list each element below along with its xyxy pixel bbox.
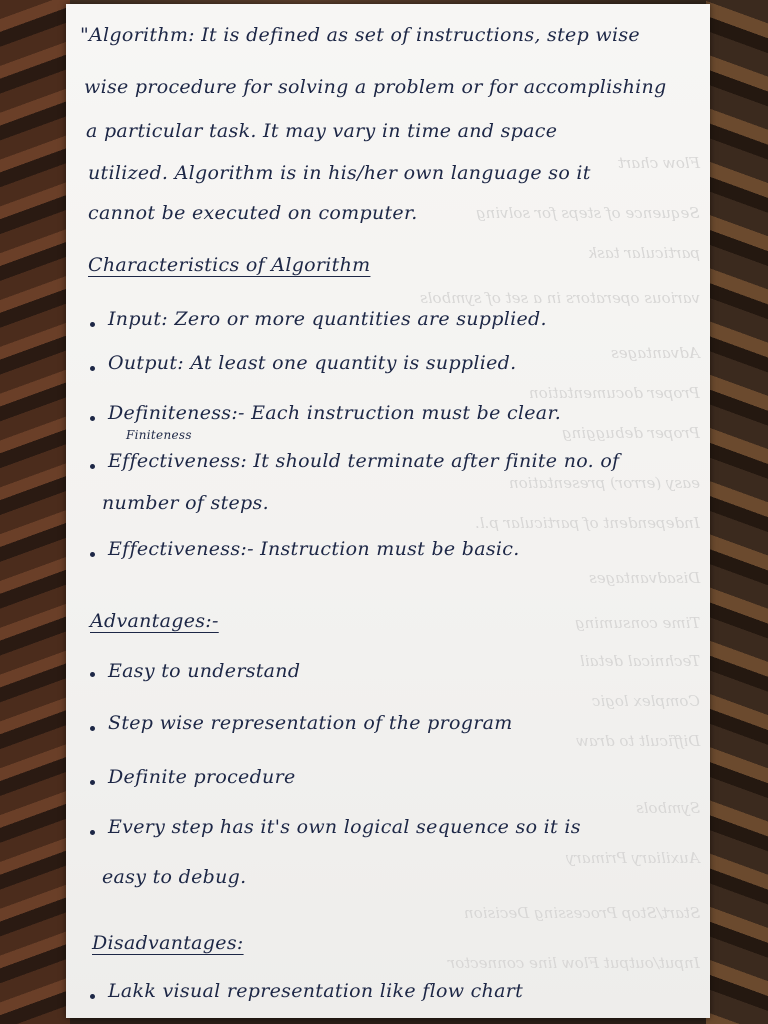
show-through-text: Auxiliary Primary	[566, 849, 700, 867]
show-through-text: Input/output Flow line connector	[448, 954, 700, 972]
show-through-text: various operators in a set of symbols	[419, 289, 700, 307]
show-through-text: Advantages	[611, 344, 700, 362]
background-fabric-right	[706, 0, 768, 1024]
bullet	[90, 552, 95, 557]
show-through-text: Independent of particular p.l.	[475, 514, 700, 532]
background-fabric-left	[0, 0, 70, 1024]
definition-line: a particular task. It may vary in time and space	[86, 120, 558, 142]
show-through-text: Proper debugging	[562, 424, 700, 442]
disadvantage-item: Lakk visual representation like flow chart	[108, 980, 524, 1002]
show-through-text: Sequence of steps for solving	[476, 204, 700, 222]
show-through-text: Time consuming	[574, 614, 700, 632]
definition-line: cannot be executed on computer.	[88, 202, 418, 224]
advantages-heading: Advantages:-	[90, 610, 219, 632]
characteristic-item: Output: At least one quantity is supplied.	[108, 352, 517, 374]
definition-line: wise procedure for solving a problem or for accomplishing	[84, 76, 667, 98]
disadvantages-heading: Disadvantages:	[92, 932, 244, 954]
show-through-text: Disadvantages	[588, 569, 700, 587]
characteristic-item: Effectiveness: It should terminate after finite no. of	[108, 450, 620, 472]
show-through-text: Complex logic	[592, 692, 700, 710]
bullet	[90, 994, 95, 999]
correction-note: Finiteness	[126, 428, 192, 442]
show-through-text: Start/Stop Processing Decision	[463, 904, 700, 922]
advantage-item: Definite procedure	[108, 766, 296, 788]
show-through-text: particular task	[587, 244, 700, 262]
show-through-text: easy (error) presentation	[508, 474, 700, 492]
advantage-item: Easy to understand	[108, 660, 301, 682]
definition-line: "Algorithm: It is defined as set of instructions, step wise	[80, 24, 640, 46]
bullet	[90, 366, 95, 371]
show-through-text: Flow chart	[617, 154, 700, 172]
show-through-text: Symbols	[635, 799, 700, 817]
advantage-item: Step wise representation of the program	[108, 712, 513, 734]
show-through-text: Technical detail	[579, 652, 700, 670]
characteristics-heading: Characteristics of Algorithm	[88, 254, 371, 276]
notebook-page	[66, 4, 710, 1018]
characteristic-item: Input: Zero or more quantities are supplied.	[108, 308, 547, 330]
characteristic-item: Definiteness:- Each instruction must be clear.	[108, 402, 562, 424]
bullet	[90, 464, 95, 469]
definition-line: utilized. Algorithm is in his/her own language so it	[88, 162, 591, 184]
bullet	[90, 322, 95, 327]
bullet	[90, 780, 95, 785]
bullet	[90, 726, 95, 731]
show-through-text: Difficult to draw	[575, 732, 700, 750]
bullet	[90, 416, 95, 421]
bullet	[90, 672, 95, 677]
bullet	[90, 830, 95, 835]
characteristic-item-continued: number of steps.	[102, 492, 269, 514]
characteristic-item: Effectiveness:- Instruction must be basic.	[108, 538, 520, 560]
show-through-text: Proper documentation	[529, 384, 700, 402]
advantage-item: Every step has it's own logical sequence so it is	[108, 816, 581, 838]
advantage-item-continued: easy to debug.	[102, 866, 247, 888]
